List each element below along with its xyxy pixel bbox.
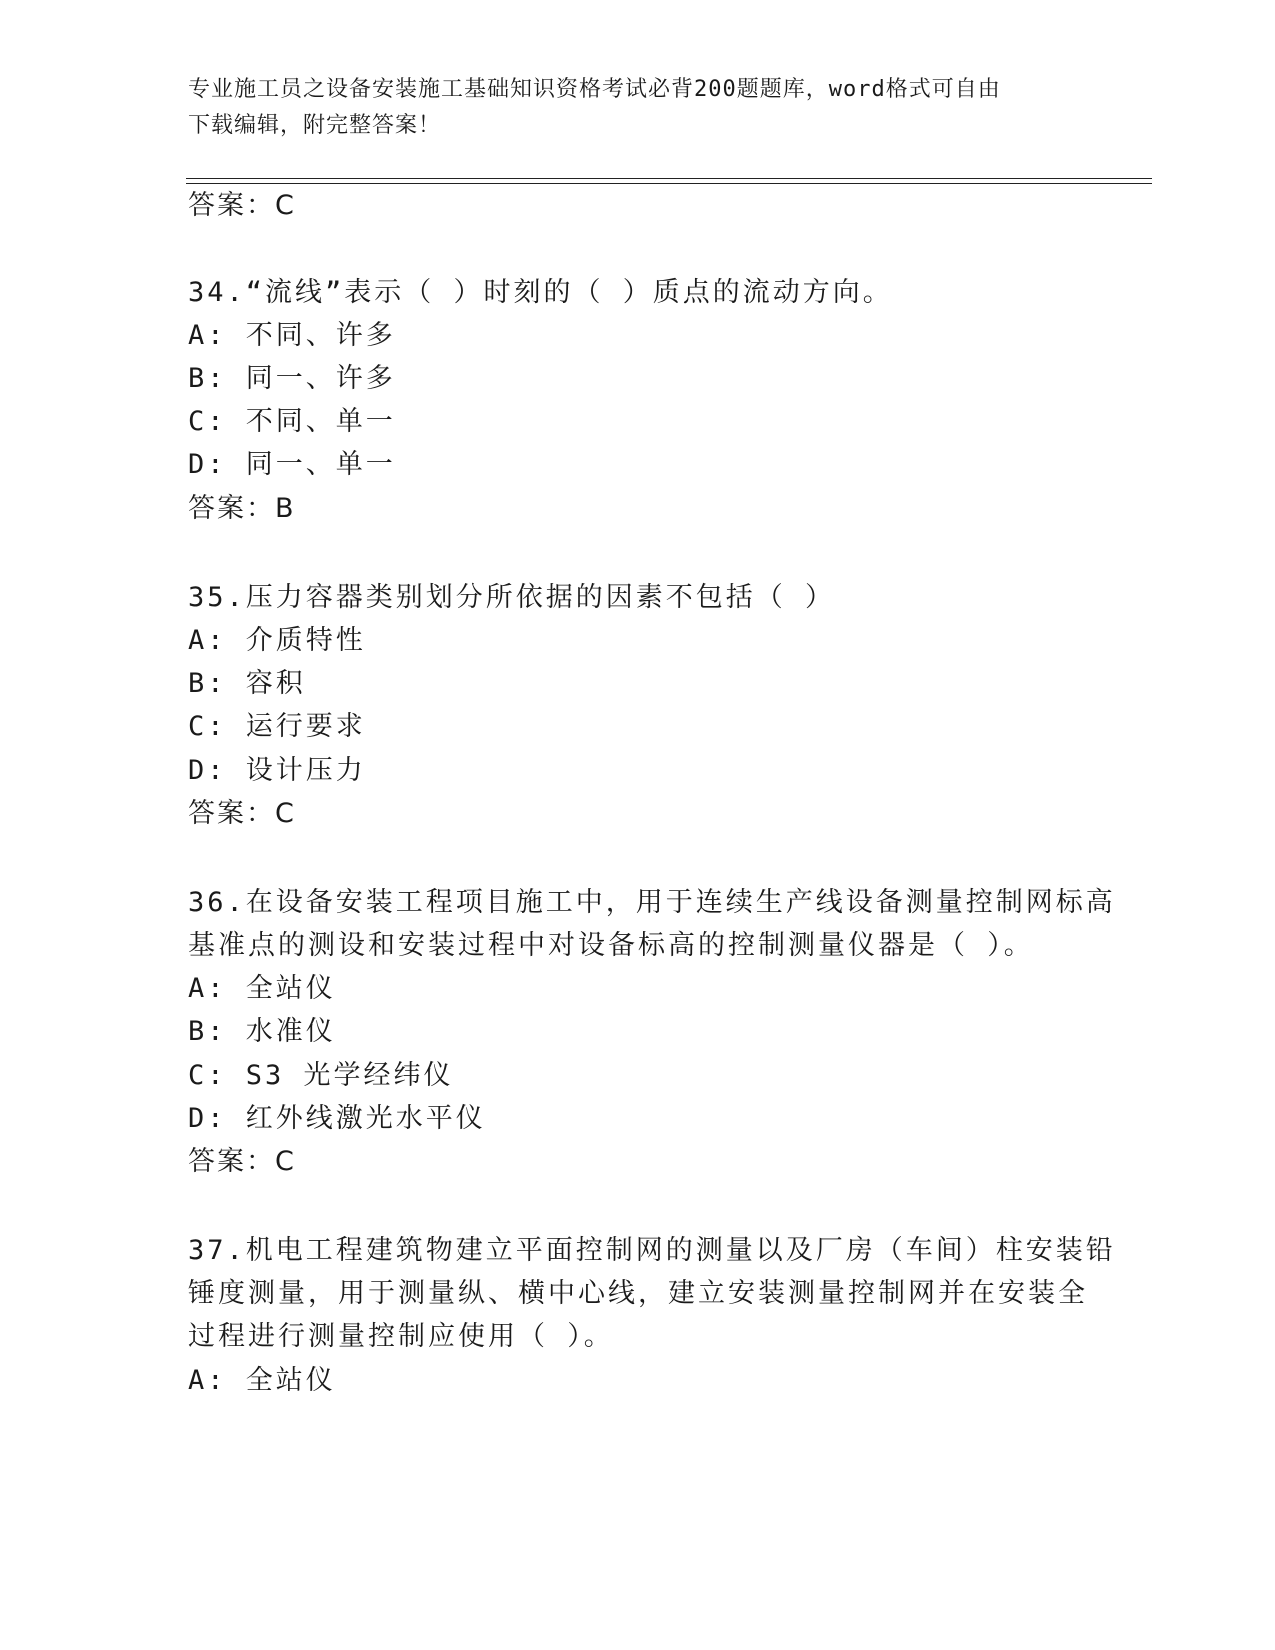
question-36-text-line-2: 基准点的测设和安装过程中对设备标高的控制测量仪器是（ ）。 [188,930,1034,961]
answer-previous: 答案：C [188,190,296,221]
question-36-option-b: B: 水准仪 [188,1016,336,1047]
question-35-option-b: B: 容积 [188,668,306,699]
question-35-text: 35.压力容器类别划分所依据的因素不包括（ ） [188,582,836,613]
question-34-answer: 答案：B [188,493,296,524]
question-36-answer: 答案：C [188,1146,296,1177]
question-34-option-b: B: 同一、许多 [188,363,396,394]
question-34-option-d: D: 同一、单一 [188,449,396,480]
header-rule-bottom [186,183,1152,184]
question-36-option-d: D: 红外线激光水平仪 [188,1103,486,1134]
question-36-text-line-1: 36.在设备安装工程项目施工中，用于连续生产线设备测量控制网标高 [188,887,1116,918]
header-line-1: 专业施工员之设备安装施工基础知识资格考试必背200题题库，word格式可自由 [188,77,1001,102]
question-36-option-a: A: 全站仪 [188,973,336,1004]
question-35-option-a: A: 介质特性 [188,625,366,656]
question-35-answer: 答案：C [188,798,296,829]
question-37-text-line-1: 37.机电工程建筑物建立平面控制网的测量以及厂房（车间）柱安装铅 [188,1235,1116,1266]
question-36-option-c: C: S3 光学经纬仪 [188,1060,454,1091]
header-rule-top [186,178,1152,179]
question-35-option-c: C: 运行要求 [188,711,366,742]
question-34-text: 34.“流线”表示（ ）时刻的（ ）质点的流动方向。 [188,277,893,308]
question-34-option-a: A: 不同、许多 [188,320,396,351]
question-34-option-c: C: 不同、单一 [188,406,396,437]
question-37-option-a: A: 全站仪 [188,1365,336,1396]
question-35-option-d: D: 设计压力 [188,755,366,786]
header-line-2: 下载编辑，附完整答案！ [188,113,442,138]
question-37-text-line-2: 锤度测量，用于测量纵、横中心线，建立安装测量控制网并在安装全 [188,1278,1088,1309]
document-header [188,72,1088,144]
question-37-text-line-3: 过程进行测量控制应使用（ ）。 [188,1321,614,1352]
